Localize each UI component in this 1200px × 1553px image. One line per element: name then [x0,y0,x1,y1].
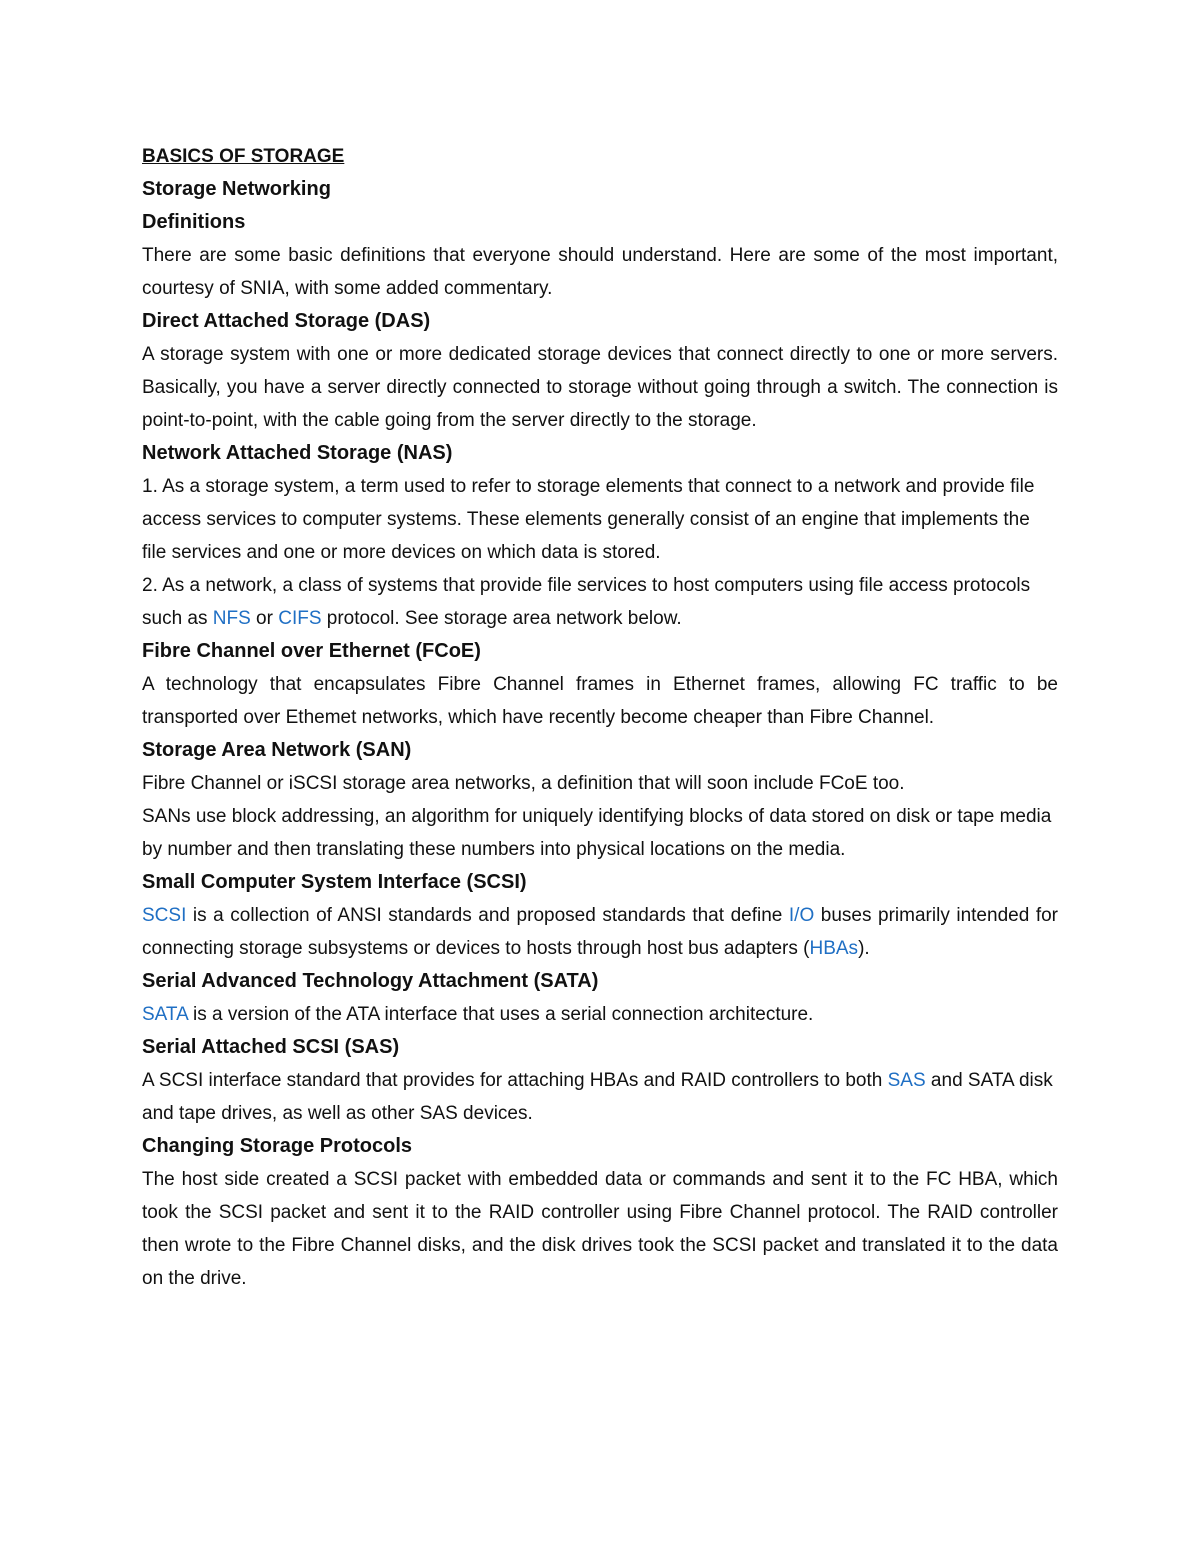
document-title: BASICS OF STORAGE [142,146,345,167]
paragraph-intro: There are some basic definitions that everyone should understand. Here are some of the most important, courtesy of SNIA, with some added commentary. [142,245,1058,299]
paragraph-san-1: Fibre Channel or iSCSI storage area networks, a definition that will soon include FCoE too. [142,773,905,794]
paragraph-sas [142,1064,1058,1130]
section-heading-scsi: Small Computer System Interface (SCSI) [142,871,527,893]
section-heading-storage-networking: Storage Networking [142,178,331,200]
section-heading-definitions: Definitions [142,211,246,233]
paragraph-scsi [142,899,1058,965]
nas-item-2-text-c: protocol. See storage area network below. [321,608,682,629]
sata-text: is a version of the ATA interface that uses a serial connection architecture. [187,1004,814,1025]
link-scsi[interactable]: SCSI [142,905,187,926]
paragraph-nas-item-2 [142,569,1058,635]
section-heading-fcoe: Fibre Channel over Ethernet (FCoE) [142,640,481,662]
paragraph-san-2: SANs use block addressing, an algorithm for uniquely identifying blocks of data stored on disk or tape media by number and then translating these numbers into physical locations on the media. [142,806,1052,860]
paragraph-fcoe: A technology that encapsulates Fibre Channel frames in Ethernet frames, allowing FC traffic to be transported over Ethemet networks, which have recently become cheaper than Fibre Channel. [142,674,1058,728]
paragraph-sata [142,998,1058,1031]
section-heading-das: Direct Attached Storage (DAS) [142,310,431,332]
link-sata[interactable]: SATA [142,1004,188,1025]
paragraph-nas-item-1: 1. As a storage system, a term used to refer to storage elements that connect to a network and provide file access services to computer systems. These elements generally consist of an engine that implements the file services and one or more devices on which data is stored. [142,476,1035,563]
link-sas[interactable]: SAS [887,1070,926,1091]
link-cifs[interactable]: CIFS [278,608,322,629]
paragraph-das: A storage system with one or more dedicated storage devices that connect directly to one or more servers. Basically, you have a server directly connected to storage without going through a switch. The connection is point-to-point, with the cable going from the server directly to the storage. [142,344,1058,431]
document-page [142,140,1058,1295]
section-heading-nas: Network Attached Storage (NAS) [142,442,453,464]
section-heading-sas: Serial Attached SCSI (SAS) [142,1036,400,1058]
link-nfs[interactable]: NFS [212,608,251,629]
link-io[interactable]: I/O [788,905,815,926]
scsi-text-a: is a collection of ANSI standards and proposed standards that define [186,905,789,926]
scsi-text-b: buses primarily intended for connecting storage subsystems or devices to hosts through host bus adapters ( [142,905,1058,959]
nas-item-2-text-b: or [250,608,279,629]
scsi-text-c: ). [858,938,870,959]
sas-text-b: and SATA disk and tape drives, as well as other SAS devices. [142,1070,1053,1124]
section-heading-protocols: Changing Storage Protocols [142,1135,413,1157]
link-hbas[interactable]: HBAs [809,938,859,959]
section-heading-san: Storage Area Network (SAN) [142,739,412,761]
paragraph-protocols: The host side created a SCSI packet with embedded data or commands and sent it to the FC HBA, which took the SCSI packet and sent it to the RAID controller using Fibre Channel protocol. The RAID controller then wrote to the Fibre Channel disks, and the disk drives took the SCSI packet and translated it to the data on the drive. [142,1169,1058,1289]
sas-text-a: A SCSI interface standard that provides for attaching HBAs and RAID controllers to both [142,1070,888,1091]
section-heading-sata: Serial Advanced Technology Attachment (SATA) [142,970,599,992]
nas-item-2-text-a: 2. As a network, a class of systems that provide file services to host computers using file access protocols such as [142,575,1031,629]
